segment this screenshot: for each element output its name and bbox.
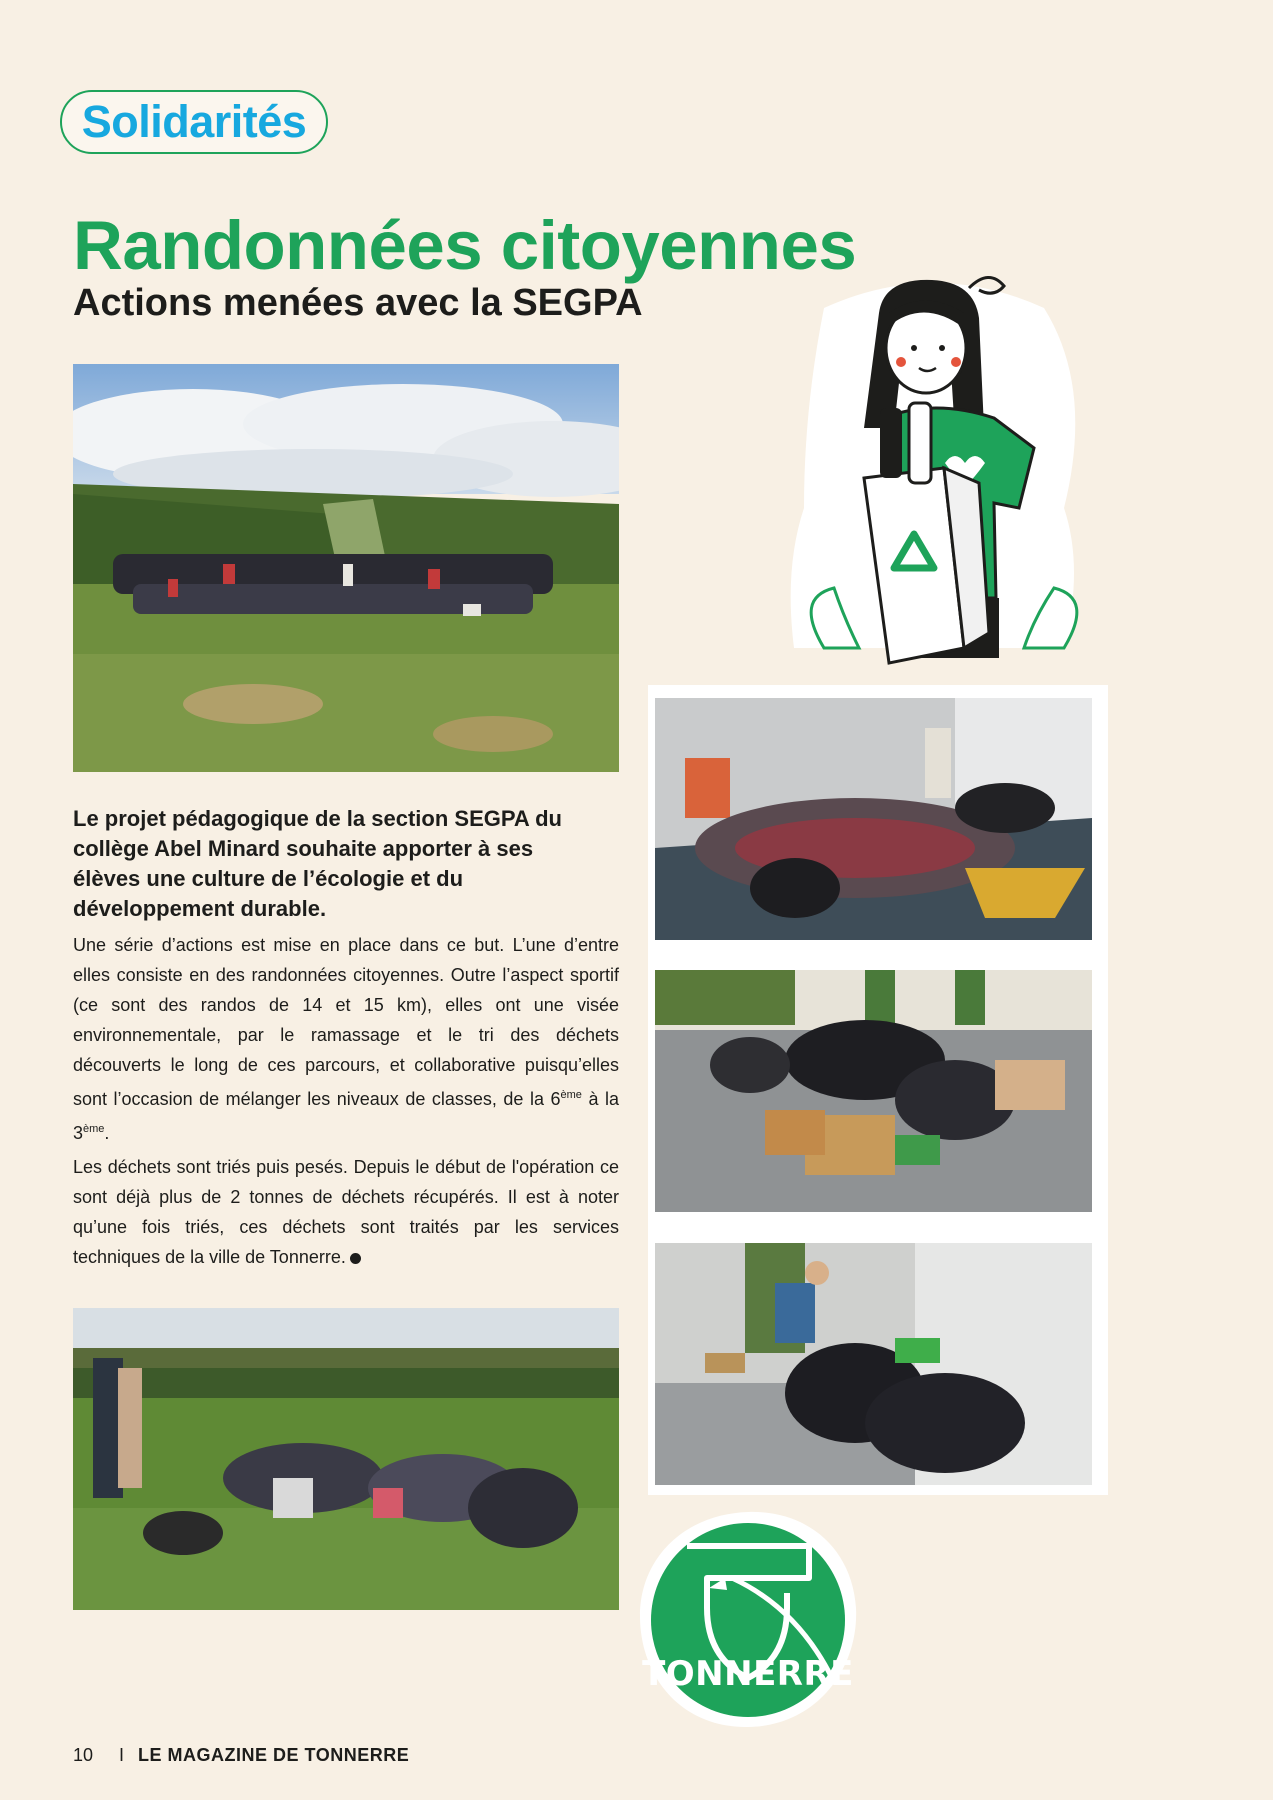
magazine-name: LE MAGAZINE DE TONNERRE [138,1745,410,1765]
photo-group-vineyard [73,364,619,772]
photo-sorting-waste [655,698,1092,940]
end-bullet-icon [350,1253,361,1264]
section-tag [60,90,328,154]
lead-paragraph: Le projet pédagogique de la section SEGPA du collège Abel Minard souhaite apporter à ses élèves une culture de l’écologie et du développement durable. [73,806,562,921]
article-body [73,930,619,1276]
photo-group-sitting [73,1308,619,1610]
tonnerre-logo [637,1508,859,1730]
page-subtitle: Actions menées avec la SEGPA [73,282,643,324]
body-paragraph-1: Une série d’actions est mise en place dans ce but. L’une d’entre elles consiste en des randonnées citoyennes. Outre l’aspect sportif (ce sont des randos de 14 et 15 km), elles ont une visée environnementale, par le ramassage et le tri des déchets découverts le long de ces parcours, et collaborative puisqu’elles sont l’occasion de mélanger les niveaux de classes, de la 6ème à la 3ème. [73,935,619,1143]
page-number: 10 [73,1745,94,1765]
photo-waste-piles [655,970,1092,1212]
section-tag-label: Solidarités [81,96,307,147]
footer-separator: I [119,1745,125,1765]
page-title: Randonnées citoyennes [73,207,857,284]
body-paragraph-2: Les déchets sont triés puis pesés. Depuis le début de l'opération ce sont déjà plus de 2 tonnes de déchets récupérés. Il est à noter qu’une fois triés, ces déchets sont traités par les services techniques de la ville de Tonnerre. [73,1157,619,1267]
photo-man-bagging [655,1243,1092,1485]
page-footer [73,1745,409,1766]
logo-text: TONNERRE [642,1654,854,1694]
tonnerre-logo-icon [637,1508,859,1730]
illustration-recycling-girl [764,268,1104,698]
